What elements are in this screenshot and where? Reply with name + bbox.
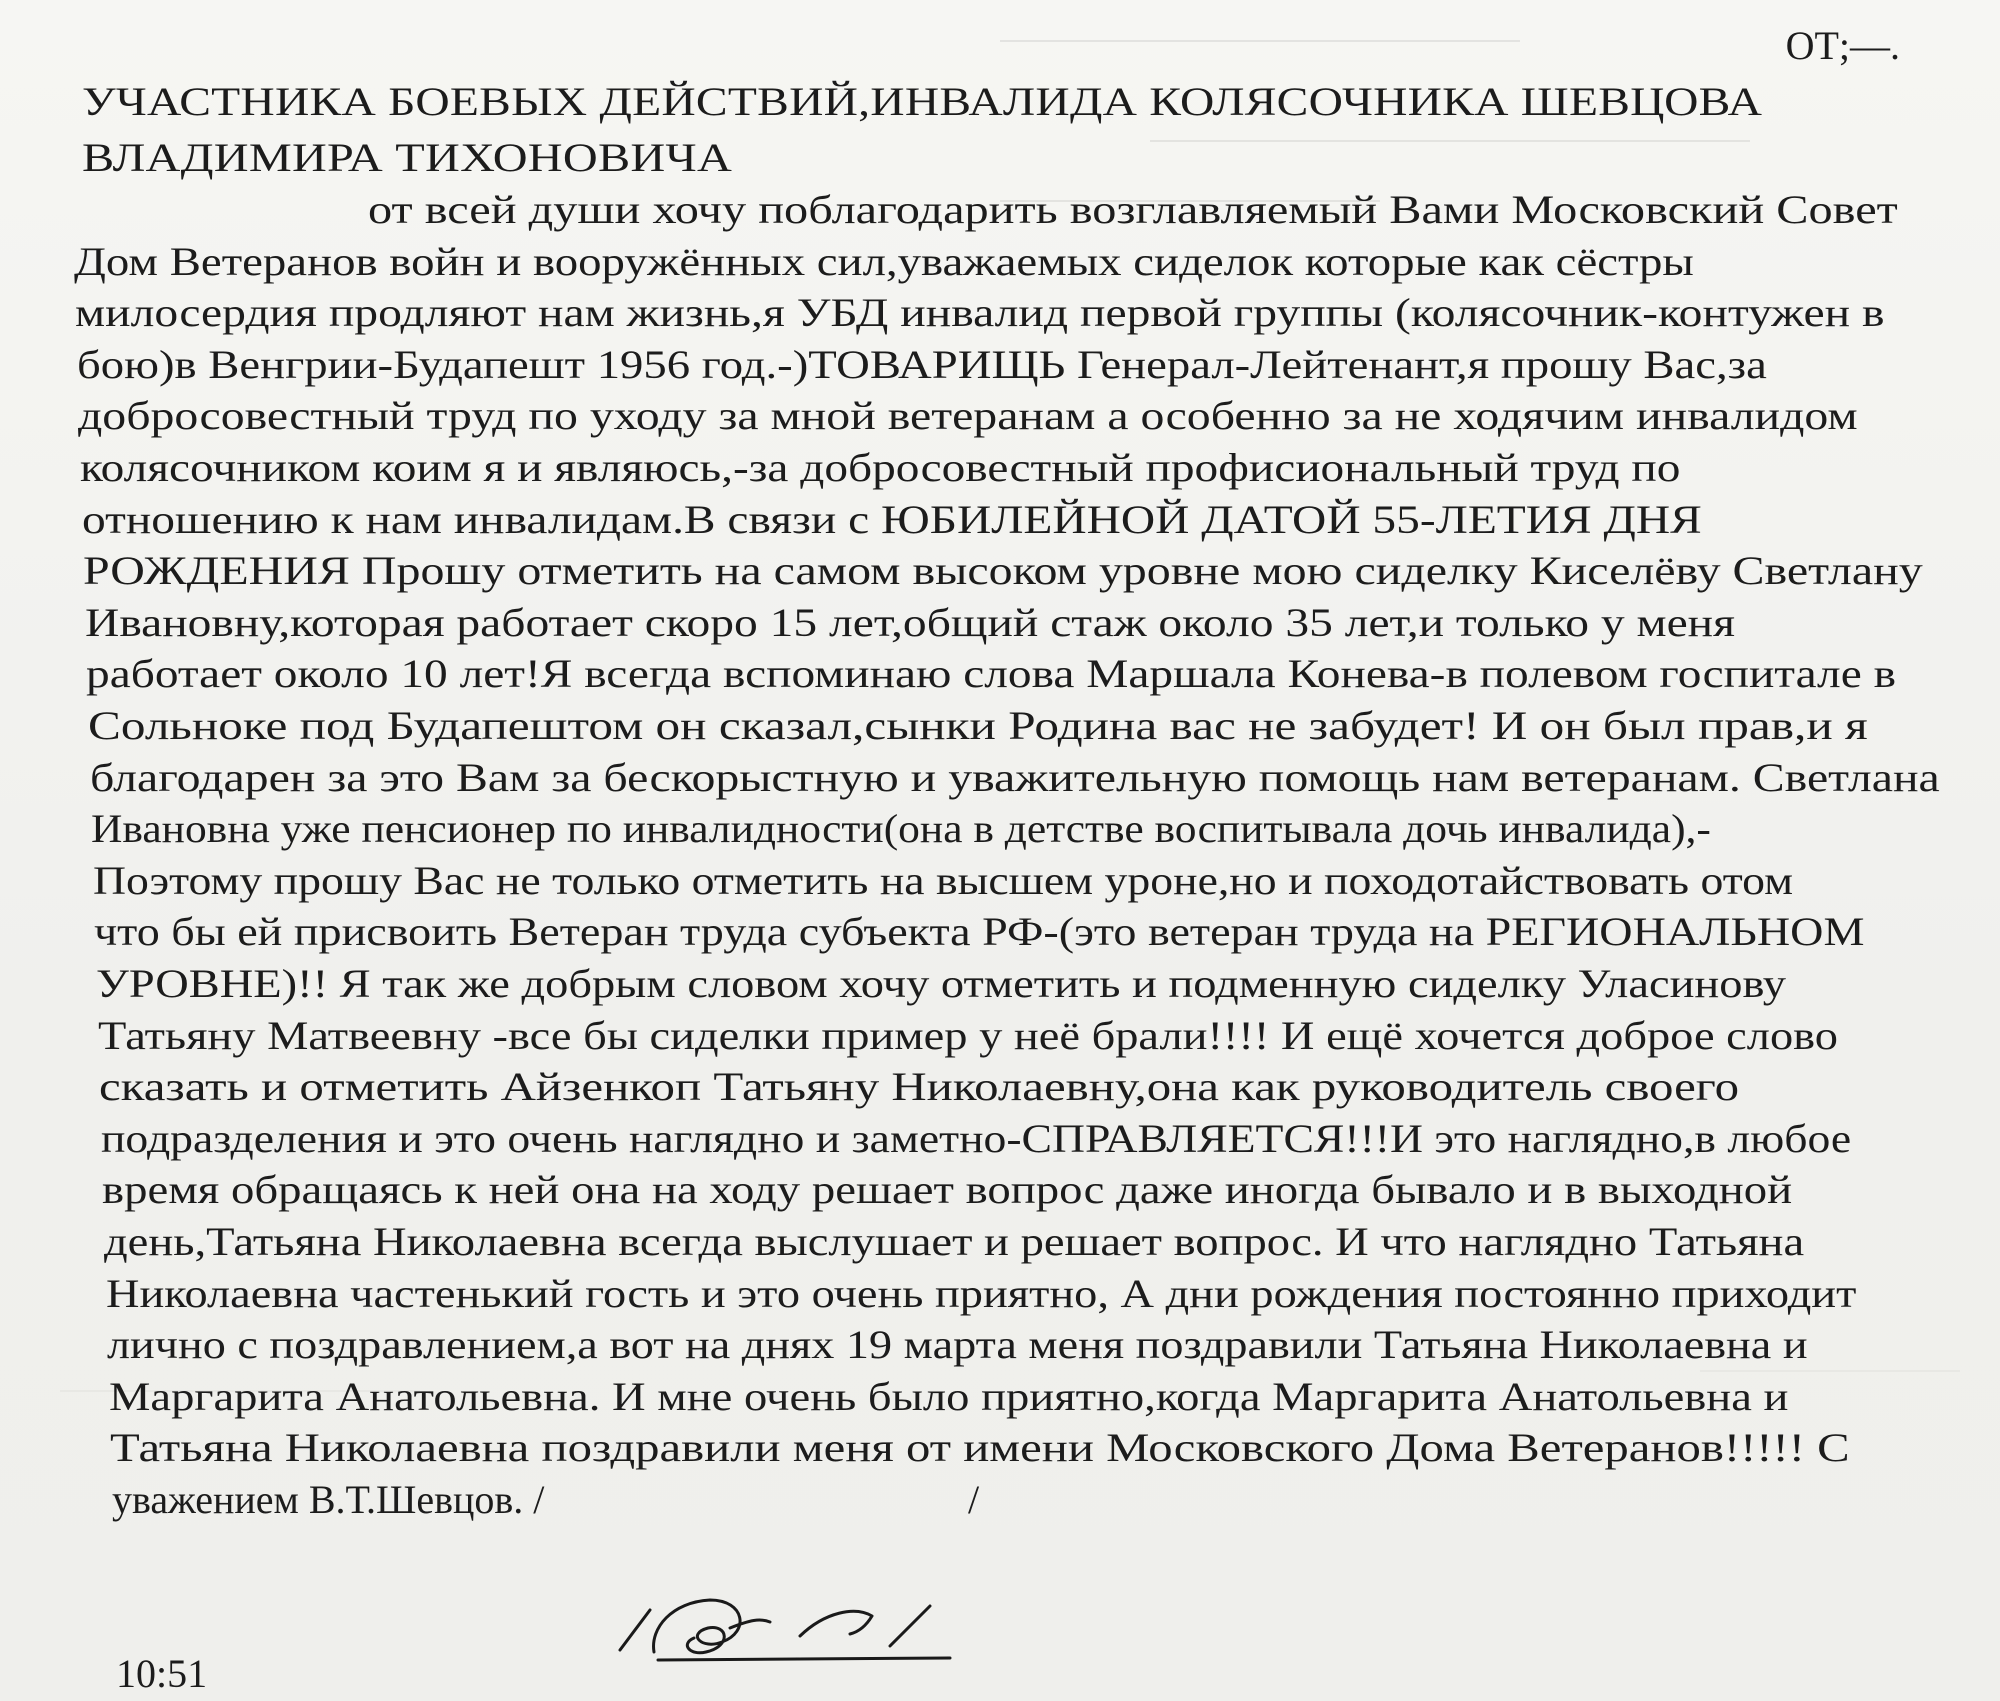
header-line-1: УЧАСТНИКА БОЕВЫХ ДЕЙСТВИЙ,ИНВАЛИДА КОЛЯСОЧНИКА ШЕВЦОВА	[82, 79, 1763, 124]
body-line: колясочником коим я и являюсь,-за добросовестный профисиональный труд по	[80, 445, 1681, 490]
time-stamp: 10:51	[116, 1651, 208, 1696]
body-line: что бы ей присвоить Ветеран труда субъекта РФ-(это ветеран труда на РЕГИОНАЛЬНОМ	[94, 909, 1865, 955]
scan-artifact	[1700, 1370, 1960, 1372]
body-line: от всей души хочу поблагодарить возглавляемый Вами Московский Совет	[368, 187, 1898, 232]
body-line: работает около 10 лет!Я всегда вспоминаю слова Маршала Конева-в полевом госпитале в	[86, 651, 1897, 697]
body-line: Поэтому прошу Вас не только отметить на высшем уроне,но и походотайствовать отом	[92, 857, 1793, 903]
scan-artifact	[1150, 140, 1750, 142]
body-line: благодарен за это Вам за бескорыстную и уважительную помощь нам ветеранам. Светлана	[89, 754, 1940, 800]
body-line: Маргарита Анатольевна. И мне очень было приятно,когда Маргарита Анатольевна и	[108, 1373, 1789, 1419]
scan-artifact	[1000, 40, 1520, 42]
body-line: милосердия продляют нам жизнь,я УБД инвалид первой группы (колясочник-контужен в	[75, 290, 1885, 336]
body-line: подразделения и это очень наглядно и заметно-СПРАВЛЯЕТСЯ!!!И это наглядно,в любое	[100, 1115, 1851, 1161]
body-line: Дом Ветеранов войн и вооружённых сил,уважаемых сиделок которые как сёстры	[73, 238, 1694, 284]
body-line: день,Татьяна Николаевна всегда выслушает и решает вопрос. И что наглядно Татьяна	[104, 1219, 1805, 1264]
body-line: Николаевна частенький гость и это очень приятно, А дни рождения постоянно приходит	[105, 1270, 1856, 1316]
body-line: Татьяна Николаевна поздравили меня от имени Московского Дома Ветеранов!!!!! С	[110, 1425, 1851, 1471]
body-line: Сольноке под Будапештом он сказал,сынки Родина вас не забудет! И он был прав,и я	[88, 703, 1868, 748]
header-line-2: ВЛАДИМИРА ТИХОНОВИЧА	[82, 135, 733, 180]
body-line: УРОВНЕ)!! Я так же добрым словом хочу отметить и подменную сиделку Уласинову	[96, 961, 1787, 1006]
body-line: бою)в Венгрии-Будапешт 1956 год.-)ТОВАРИЩЬ Генерал-Лейтенант,я прошу Вас,за	[76, 341, 1767, 387]
from-label: ОТ;—.	[1785, 23, 1900, 68]
body-line: Ивановна уже пенсионер по инвалидности(она в детстве воспитывала дочь инвалида),-	[91, 806, 1712, 852]
body-line: РОЖДЕНИЯ Прошу отметить на самом высоком уровне мою сиделку Киселёву Светлану	[83, 548, 1923, 594]
body-line: время обращаясь к ней она на ходу решает вопрос даже иногда бывало и в выходной	[102, 1167, 1793, 1213]
body-line: добросовестный труд по уходу за мной ветеранам а особенно за не ходячим инвалидом	[78, 393, 1859, 439]
body-line: сказать и отметить Айзенкоп Татьяну Николаевну,она как руководитель своего	[99, 1064, 1740, 1110]
body-line: отношению к нам инвалидам.В связи с ЮБИЛЕЙНОЙ ДАТОЙ 55-ЛЕТИЯ ДНЯ	[81, 496, 1702, 542]
body-line: Ивановну,которая работает скоро 15 лет,общий стаж около 35 лет,и только у меня	[84, 599, 1735, 645]
signature-slash: /	[968, 1477, 980, 1522]
body-line: уважением В.Т.Шевцов. /	[112, 1477, 545, 1522]
body-line: лично с поздравлением,а вот на днях 19 марта меня поздравили Татьяна Николаевна и	[107, 1322, 1808, 1368]
body-line: Татьяну Матвеевну -все бы сиделки пример у неё брали!!!! И ещё хочется доброе слово	[97, 1012, 1838, 1058]
handwritten-signature	[610, 1588, 990, 1678]
